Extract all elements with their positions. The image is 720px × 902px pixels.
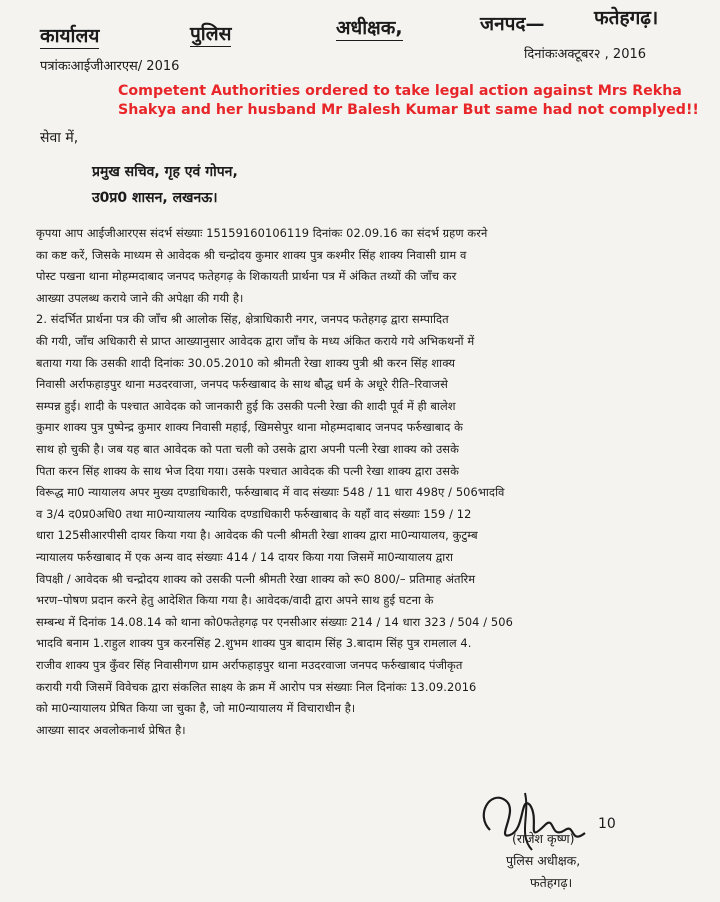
body-line: आख्या सादर अवलोकनार्थ प्रेषित है। xyxy=(36,722,186,737)
body-line: कृपया आप आईजीआरएस संदर्भ संख्याः 15159160106119 दिनांकः 02.09.16 का संदर्भ ग्रहण करने xyxy=(36,226,488,240)
letter-number: पत्रांकःआईजीआरएस/ 2016 xyxy=(40,59,180,74)
overlay-annotation: Competent Authorities ordered to take legal action against Mrs Rekha Shakya and her husband Mr Balesh Kumar But same had not complyed!! xyxy=(118,83,699,118)
body-line: साथ हो चुकी है। जब यह बात आवेदक को पता चली को उसके द्वारा अपनी पत्नी रेखा शाक्य को उसके xyxy=(36,442,459,456)
body-line: व 3/4 द0प्र0अधि0 तथा मा0न्यायालय न्यायिक दण्डाधिकारी फर्रुखाबाद के यहाँ वाद संख्याः 159 / 12 xyxy=(36,506,472,521)
body-line: का कष्ट करें, जिसके माध्यम से आवेदक श्री चन्द्रोदय कुमार शाक्य पुत्र कश्मीर सिंह शाक्य निवासी ग्राम व xyxy=(36,247,467,262)
signatory-place: फतेहगढ़। xyxy=(530,875,573,890)
body-line: निवासी अर्राफहाड़पुर थाना मउदरवाजा, जनपद फर्रुखाबाद के साथ बौद्ध धर्म के अधूरे रीति–रिवाजसे xyxy=(36,377,448,392)
body-line: आख्या उपलब्ध कराये जाने की अपेक्षा की गयी है। xyxy=(36,290,244,305)
body-line: कुमार शाक्य पुत्र पुष्पेन्द्र कुमार शाक्य निवासी महाई, खिमसेपुर थाना मोहम्मदाबाद जनपद फर्रुखाबाद के xyxy=(36,420,464,435)
body-line: सम्पन्न हुई। शादी के पश्चात आवेदक को जानकारी हुई कि उसकी पत्नी रेखा की शादी पूर्व में ही बालेश xyxy=(36,398,456,413)
body-line: की गयी, जाँच अधिकारी से प्राप्त आख्यानुसार आवेदक द्वारा जाँच के मध्य अंकित कराये गये अभिकथनों में xyxy=(36,334,475,348)
body-line: को मा0न्यायालय प्रेषित किया जा चुका है, जो मा0न्यायालय में विचाराधीन है। xyxy=(36,701,356,716)
body-line: न्यायालय फर्रुखाबाद में एक अन्य वाद संख्याः 414 / 14 दायर किया गया जिसमें मा0न्यायालय द्वारा xyxy=(36,550,454,564)
body-line: भादवि बनाम 1.राहुल शाक्य पुत्र करनसिंह 2.शुभम शाक्य पुत्र बादाम सिंह 3.बादाम सिंह पुत्र रामलाल 4. xyxy=(36,636,472,651)
letter-date: दिनांकःअक्टूबर२ , 2016 xyxy=(524,47,647,62)
addressee-line-2: उ0प्र0 शासन, लखनऊ। xyxy=(92,190,218,206)
addressee-line-1: प्रमुख सचिव, गृह एवं गोपन, xyxy=(92,164,238,180)
signatory-designation: पुलिस अधीक्षक, xyxy=(506,853,581,868)
body-line: करायी गयी जिसमें विवेचक द्वारा संकलित साक्ष्य के क्रम में आरोप पत्र संख्याः निल दिनांकः 13.09.2016 xyxy=(36,679,477,694)
body-line: पोस्ट पखना थाना मोहम्मदाबाद जनपद फतेहगढ़ के शिकायती प्रार्थना पत्र में अंकित तथ्यों की जाँच कर xyxy=(36,269,457,284)
district-label: जनपद— xyxy=(480,13,545,35)
body-line: सम्बन्ध में दिनांक 14.08.14 को थाना को0फतेहगढ़ पर एनसीआर संख्याः 214 / 14 धारा 323 / 504 / 506 xyxy=(36,614,513,629)
body-line: भरण–पोषण प्रदान करने हेतु आदेशित किया गया है। आवेदक/वादी द्वारा अपने साथ हुई घटना के xyxy=(36,593,434,608)
body-line: पिता करन सिंह शाक्य के साथ भेज दिया गया। उसके पश्चात आवेदक की पत्नी रेखा शाक्य द्वारा उसके xyxy=(36,463,459,478)
body-line: बताया गया कि उसकी शादी दिनांकः 30.05.2010 को श्रीमती रेखा शाक्य पुत्री श्री करन सिंह शाक्य xyxy=(36,355,456,370)
body-line: 2. संदर्भित प्रार्थना पत्र की जाँच श्री आलोक सिंह, क्षेत्राधिकारी नगर, जनपद फतेहगढ़ द्वारा सम्पादित xyxy=(36,312,449,327)
signature-date-mark: 10 xyxy=(598,816,616,832)
body-line: विरूद्ध मा0 न्यायालय अपर मुख्य दण्डाधिकारी, फर्रुखाबाद में वाद संख्याः 548 / 11 धारा 498ए / 506भादवि xyxy=(36,485,505,500)
office-label: कार्यालय xyxy=(40,22,99,49)
superintendent-label: अधीक्षक, xyxy=(336,14,403,41)
body-line: विपक्षी / आवेदक श्री चन्द्रोदय शाक्य को उसकी पत्नी श्रीमती रेखा शाक्य को रू0 800/– प्रतिमाह अंतरिम xyxy=(36,571,476,586)
police-label: पुलिस xyxy=(190,20,231,47)
district-name: फतेहगढ़। xyxy=(594,7,659,29)
body-line: राजीव शाक्य पुत्र कुँवर सिंह निवासीगण ग्राम अर्राफहाड़पुर थाना मउदरवाजा जनपद फर्रुखाबाद पंजीकृत xyxy=(36,658,463,672)
salutation: सेवा में, xyxy=(40,130,79,146)
signatory-name: (राजेश कृष्ण) xyxy=(512,831,575,846)
body-line: धारा 125सीआरपीसी दायर किया गया है। आवेदक की पत्नी श्रीमती रेखा शाक्य द्वारा मा0न्यायालय, कुटुम्ब xyxy=(36,528,478,543)
